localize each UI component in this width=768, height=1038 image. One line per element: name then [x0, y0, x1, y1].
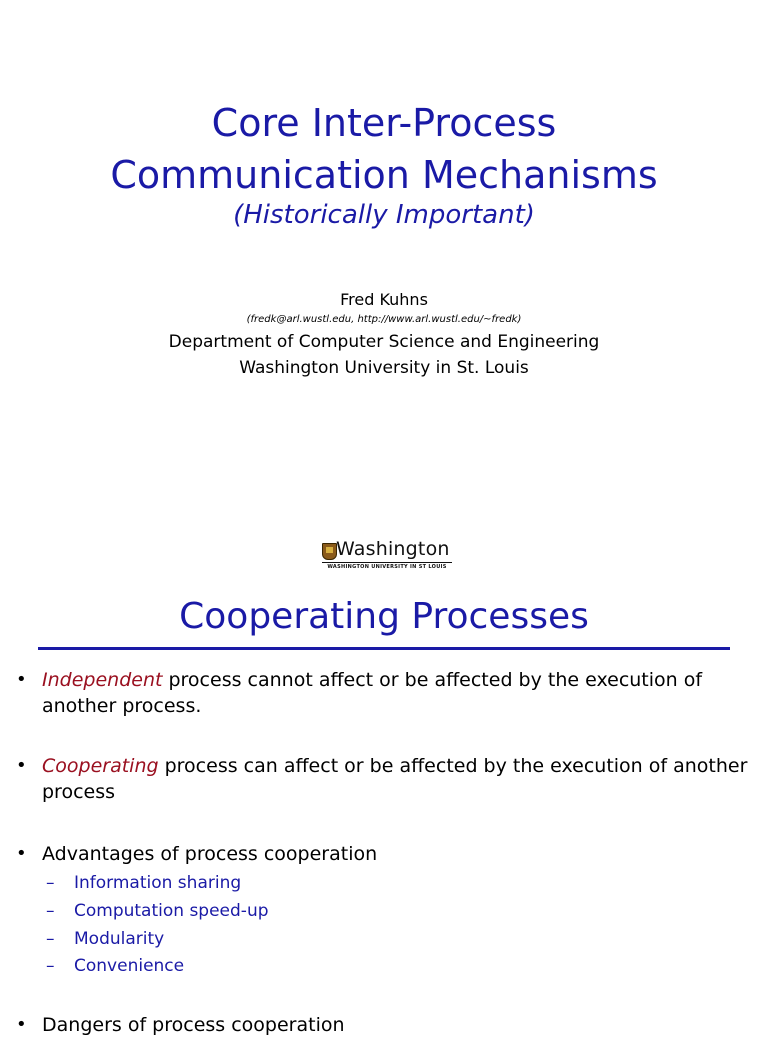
university: Washington University in St. Louis [239, 358, 529, 378]
bullet-marker: • [16, 1014, 27, 1035]
bullet-dangers: Dangers of process cooperation [42, 1014, 345, 1036]
slide-title: Cooperating Processes [179, 596, 589, 637]
title-underline [38, 647, 730, 650]
bullet-text: process can affect or be affected by the execution of another process [42, 755, 748, 803]
bullet-marker: • [16, 669, 27, 690]
subitem-marker: – [46, 901, 55, 921]
bullet-marker: • [16, 843, 27, 864]
subitem-marker: – [46, 873, 55, 893]
department: Department of Computer Science and Engineering [168, 332, 600, 352]
subitem: Computation speed-up [74, 901, 269, 921]
bullet-text: process cannot affect or be affected by the execution of another process. [42, 669, 703, 717]
title-line-2: Communication Mechanisms [110, 153, 658, 197]
bullet-emphasis: Independent [42, 669, 163, 691]
bullet-emphasis: Cooperating [42, 755, 159, 777]
author-contact: (fredk@arl.wustl.edu, http://www.arl.wustl.edu/~fredk) [246, 314, 522, 325]
subitem-marker: – [46, 929, 55, 949]
subitem: Information sharing [74, 873, 242, 893]
bullet-cooperating [42, 753, 758, 805]
university-shield-icon [322, 543, 337, 560]
logo-tagline: WASHINGTON UNIVERSITY IN ST LOUIS [322, 562, 452, 570]
subitem-marker: – [46, 956, 55, 976]
bullet-advantages: Advantages of process cooperation [42, 843, 378, 865]
bullet-marker: • [16, 755, 27, 776]
author-name: Fred Kuhns [340, 290, 428, 309]
title-line-1: Core Inter-Process [211, 101, 557, 145]
content-slide [0, 580, 768, 1036]
university-logo [322, 540, 462, 574]
logo-wordmark: Washington [336, 538, 450, 560]
subitem: Convenience [74, 956, 185, 976]
subtitle: (Historically Important) [233, 200, 535, 230]
bullet-independent [42, 667, 758, 719]
subitem: Modularity [74, 929, 165, 949]
